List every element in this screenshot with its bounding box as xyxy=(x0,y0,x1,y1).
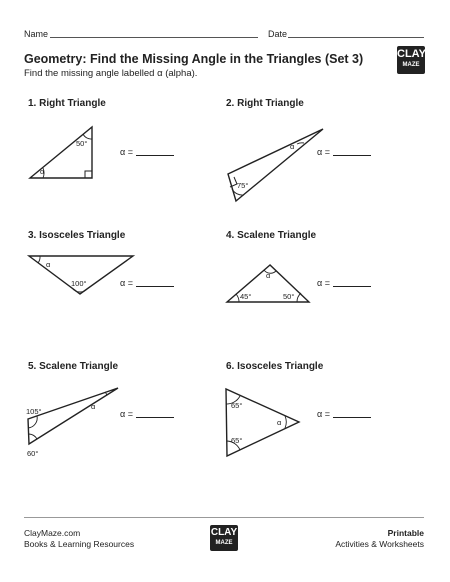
answer-3-label: α = xyxy=(120,278,133,288)
footer-divider xyxy=(24,517,424,518)
angle-label-3b: 100° xyxy=(71,279,87,288)
angle-label-6c: 65° xyxy=(231,436,243,445)
triangle-3 xyxy=(29,256,133,294)
answer-2-label: α = xyxy=(317,147,330,157)
answer-5-label: α = xyxy=(120,409,133,419)
angle-label-2a: α xyxy=(290,142,295,151)
answer-6-label: α = xyxy=(317,409,330,419)
footer-tagline: Books & Learning Resources xyxy=(24,539,135,549)
angle-arc-6b xyxy=(285,416,286,428)
problem-5-title: 5. Scalene Triangle xyxy=(28,361,119,372)
triangle-6 xyxy=(226,389,299,456)
problem-2-title: 2. Right Triangle xyxy=(226,98,304,109)
angle-label-4b: 45° xyxy=(240,292,252,301)
angle-label-4c: 50° xyxy=(283,292,295,301)
worksheet-title: Geometry: Find the Missing Angle in the Triangles (Set 3) xyxy=(24,52,364,66)
footer-right-top: Printable xyxy=(387,528,424,538)
angle-arc-4b xyxy=(236,294,239,302)
angle-label-4a: α xyxy=(266,271,271,280)
angle-arc-5c xyxy=(29,434,37,439)
answer-1-label: α = xyxy=(120,147,133,157)
triangle-2 xyxy=(228,129,323,201)
footer-right-bottom: Activities & Worksheets xyxy=(335,539,424,549)
right-angle-marker-1 xyxy=(85,171,92,178)
angle-label-2b: 75° xyxy=(237,181,249,190)
angle-label-1b: α xyxy=(40,167,45,176)
angle-label-5a: 105° xyxy=(26,407,42,416)
answer-4-label: α = xyxy=(317,278,330,288)
angle-arc-3b xyxy=(72,288,88,292)
angle-label-5c: 60° xyxy=(27,449,39,458)
angle-label-3a: α xyxy=(46,260,51,269)
footer-logo: CLAY MAZE xyxy=(210,525,238,551)
date-label: Date xyxy=(268,29,288,39)
claymaze-logo: CLAY MAZE xyxy=(397,46,425,74)
angle-arc-2a xyxy=(297,143,304,144)
angle-label-5b: α xyxy=(91,402,96,411)
problem-4-title: 4. Scalene Triangle xyxy=(226,230,317,241)
worksheet-instructions: Find the missing angle labelled α (alpha). xyxy=(24,68,198,79)
problem-1-title: 1. Right Triangle xyxy=(28,98,106,109)
angle-label-1a: 50° xyxy=(76,139,88,148)
angle-label-6a: 65° xyxy=(231,401,243,410)
angle-label-6b: α xyxy=(277,418,282,427)
angle-arc-3a xyxy=(38,256,40,263)
triangle-5 xyxy=(28,388,118,444)
problem-6-title: 6. Isosceles Triangle xyxy=(226,361,324,372)
name-label: Name xyxy=(24,29,49,39)
footer-site[interactable]: ClayMaze.com xyxy=(24,528,81,538)
problem-3-title: 3. Isosceles Triangle xyxy=(28,230,126,241)
